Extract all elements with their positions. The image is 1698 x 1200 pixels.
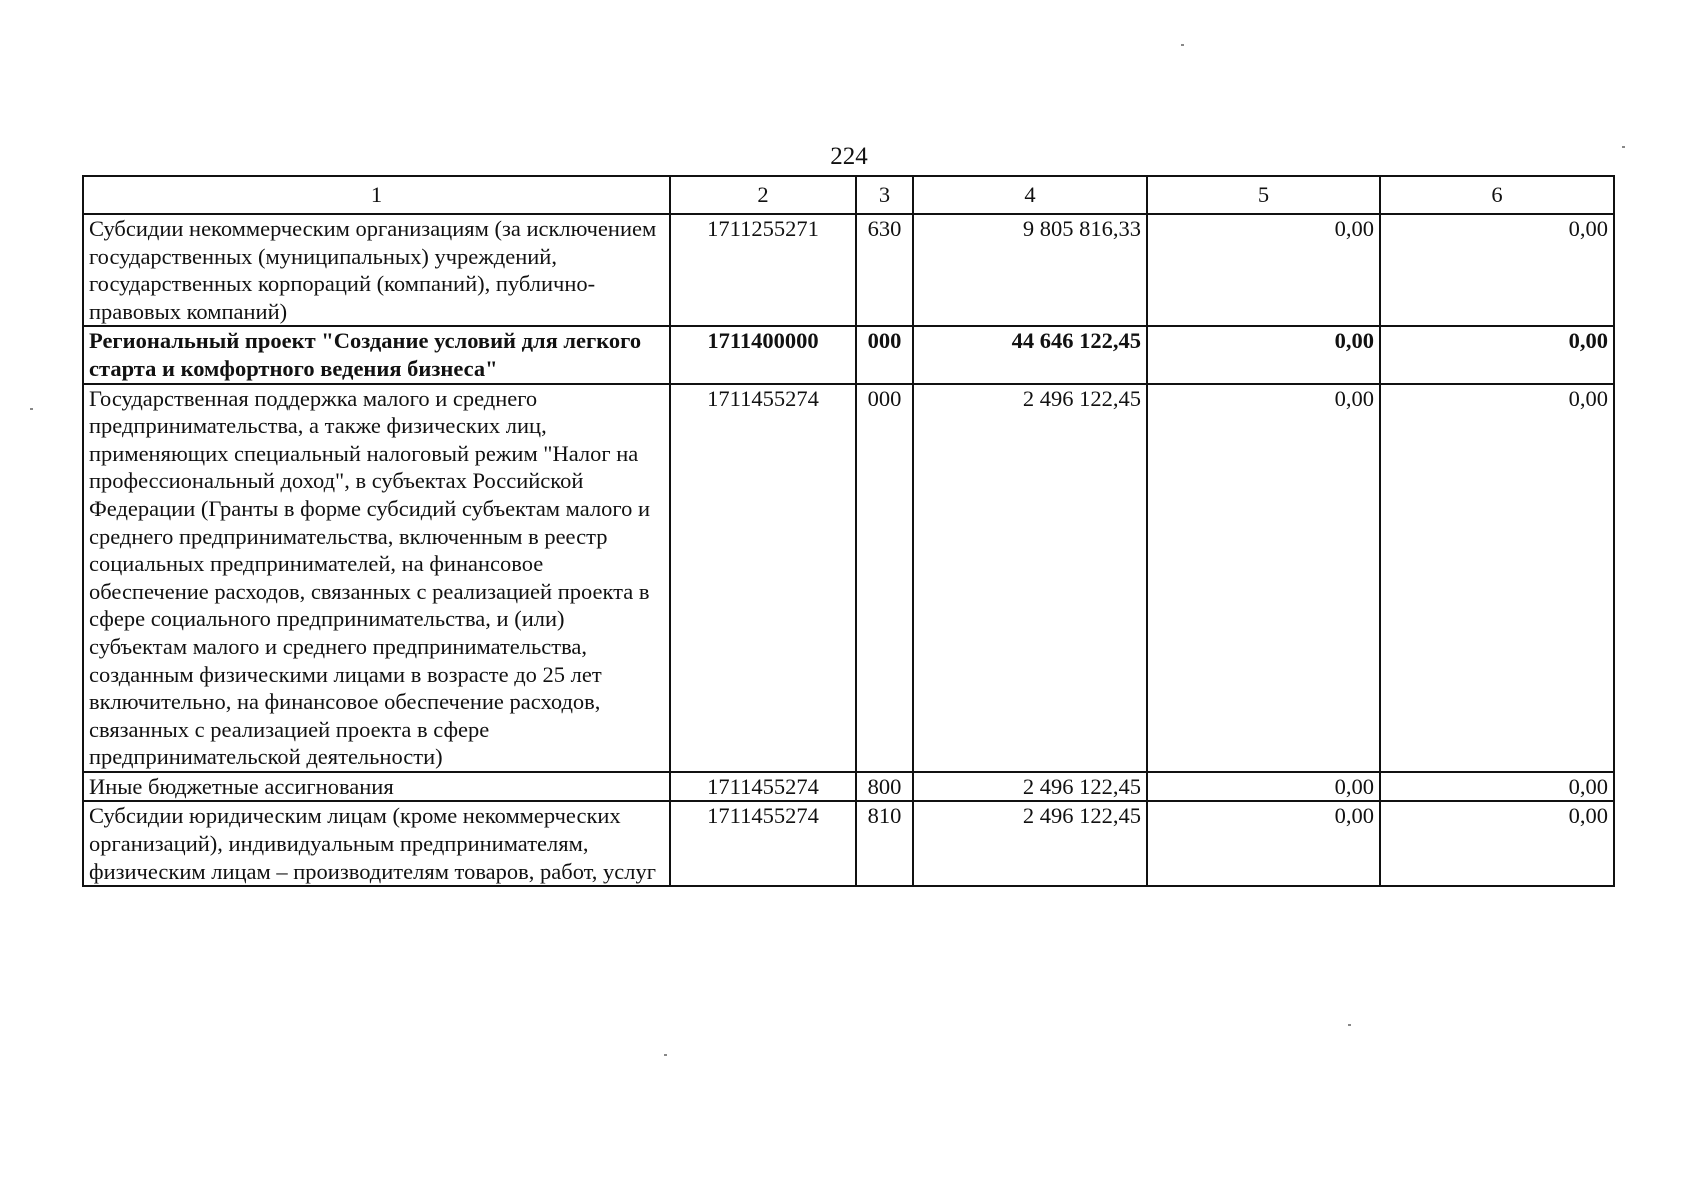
row-col5: 0,00	[1147, 801, 1380, 886]
row-name: Иные бюджетные ассигнования	[83, 772, 670, 802]
row-code: 1711255271	[670, 214, 856, 326]
row-col6: 0,00	[1380, 772, 1614, 802]
table-row	[83, 801, 1614, 886]
row-col4: 2 496 122,45	[913, 772, 1147, 802]
row-name: Региональный проект "Создание условий для легкого старта и комфортного ведения бизнеса"	[83, 326, 670, 383]
scan-speck	[1348, 1024, 1351, 1026]
column-header-4: 4	[913, 176, 1147, 214]
table-header	[83, 176, 1614, 214]
row-col4: 44 646 122,45	[913, 326, 1147, 383]
budget-table	[82, 175, 1615, 887]
row-type: 000	[856, 326, 913, 383]
row-name: Субсидии некоммерческим организациям (за исключением государственных (муниципальных) учреждений, государственных корпораций (компаний), публично-правовых компаний)	[83, 214, 670, 326]
table-row	[83, 384, 1614, 772]
scan-speck	[664, 1054, 667, 1056]
row-col6: 0,00	[1380, 326, 1614, 383]
page-number: 224	[830, 143, 868, 170]
row-type: 810	[856, 801, 913, 886]
row-code: 1711455274	[670, 384, 856, 772]
row-name: Субсидии юридическим лицам (кроме некоммерческих организаций), индивидуальным предпринимателям, физическим лицам – производителям товаров, работ, услуг	[83, 801, 670, 886]
row-code: 1711455274	[670, 772, 856, 802]
row-name: Государственная поддержка малого и среднего предпринимательства, а также физических лиц, применяющих специальный налоговый режим "Налог на профессиональный доход", в субъектах Российской Федерации (Гранты в форме субсидий субъектам малого и среднего предпринимательства, включенным в реестр социальных предпринимателей, на финансовое обеспечение расходов, связанных с реализацией проекта в сфере социального предпринимательства, и (или) субъектам малого и среднего предпринимательства, созданным физическими лицами в возрасте до 25 лет включительно, на финансовое обеспечение расходов, связанных с реализацией проекта в сфере предпринимательской деятельности)	[83, 384, 670, 772]
row-col4: 2 496 122,45	[913, 801, 1147, 886]
column-header-6: 6	[1380, 176, 1614, 214]
row-type: 630	[856, 214, 913, 326]
scan-speck	[1181, 44, 1184, 46]
header-row	[83, 176, 1614, 214]
table-row	[83, 772, 1614, 802]
row-col5: 0,00	[1147, 772, 1380, 802]
row-code: 1711400000	[670, 326, 856, 383]
table-row	[83, 214, 1614, 326]
column-header-2: 2	[670, 176, 856, 214]
row-col5: 0,00	[1147, 214, 1380, 326]
row-col6: 0,00	[1380, 384, 1614, 772]
scan-speck	[1622, 146, 1625, 148]
row-col4: 2 496 122,45	[913, 384, 1147, 772]
row-col6: 0,00	[1380, 801, 1614, 886]
row-col5: 0,00	[1147, 384, 1380, 772]
row-col4: 9 805 816,33	[913, 214, 1147, 326]
column-header-3: 3	[856, 176, 913, 214]
table-row-regional-project	[83, 326, 1614, 383]
row-col6: 0,00	[1380, 214, 1614, 326]
scan-speck	[30, 408, 33, 410]
table-body	[83, 214, 1614, 886]
row-col5: 0,00	[1147, 326, 1380, 383]
column-header-1: 1	[83, 176, 670, 214]
row-code: 1711455274	[670, 801, 856, 886]
row-type: 800	[856, 772, 913, 802]
row-type: 000	[856, 384, 913, 772]
column-header-5: 5	[1147, 176, 1380, 214]
